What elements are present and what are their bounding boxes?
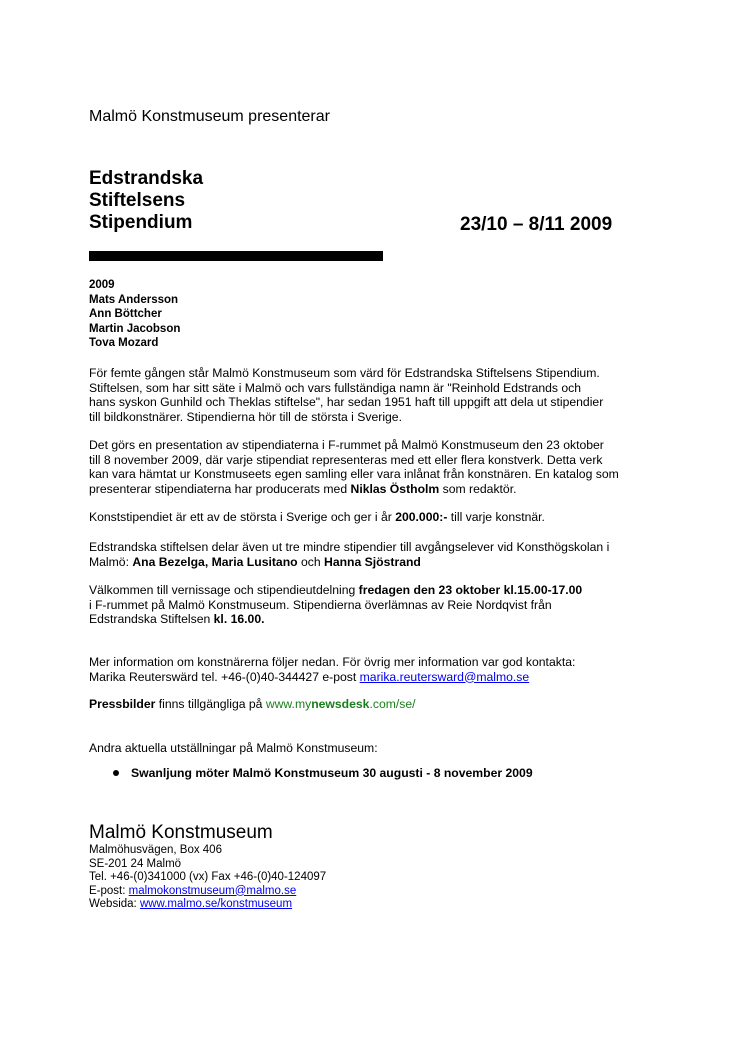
text-line xyxy=(89,555,669,570)
press-images-label: Pressbilder xyxy=(89,697,156,711)
paragraph-amount xyxy=(89,510,669,525)
title-divider-bar xyxy=(89,251,383,261)
url-part: .com/se/ xyxy=(369,697,416,711)
phone-line: Tel. +46-(0)341000 (vx) Fax +46-(0)40-124097 xyxy=(89,871,327,883)
email-line xyxy=(89,885,326,899)
text-line: För femte gången står Malmö Konstmuseum som värd för Edstrandska Stiftelsens Stipendium. xyxy=(89,366,600,380)
text-line: hans syskon Gunhild och Theklas stiftelse", har sedan 1951 haft till uppgift att dela ut stipendier xyxy=(89,395,604,409)
text-line xyxy=(89,482,669,497)
text-span: till varje konstnär. xyxy=(447,510,545,524)
text-span: Konststipendiet är ett av de största i Sverige och ger i år xyxy=(89,510,396,524)
paragraph-contact xyxy=(89,655,669,684)
recipients-year: 2009 xyxy=(89,279,115,291)
paragraph-vernissage xyxy=(89,583,669,627)
editor-name: Niklas Östholm xyxy=(350,481,440,496)
title-line: Edstrandska xyxy=(89,168,204,189)
paragraph-presentation xyxy=(89,438,669,496)
web-line xyxy=(89,898,326,912)
stipend-amount: 200.000:- xyxy=(395,510,448,524)
exhibition-list-item xyxy=(113,766,533,780)
newsdesk-link[interactable] xyxy=(266,697,416,711)
text-span: Edstrandska Stiftelsen xyxy=(89,612,214,626)
text-span: som redaktör. xyxy=(439,481,517,496)
paragraph-other-exhibitions: Andra aktuella utställningar på Malmö Konstmuseum: xyxy=(89,741,378,755)
text-line: Edstrandska stiftelsen delar även ut tre mindre stipendier till avgångselever vid Konsthögskolan i xyxy=(89,540,610,554)
footer-contact xyxy=(89,844,326,912)
text-line xyxy=(89,697,669,712)
museum-website-link[interactable]: www.malmo.se/konstmuseum xyxy=(139,898,293,910)
text-line: Mer information om konstnärerna följer nedan. För övrig mer information var god kontakta: xyxy=(89,655,576,669)
text-line: till 8 november 2009, där varje stipendiat representeras med ett eller flera konstverk. Detta verk xyxy=(89,452,603,467)
recipient-name: Mats Andersson xyxy=(89,293,179,306)
text-span: Malmö: xyxy=(89,554,133,569)
recipient-name: Tova Mozard xyxy=(89,337,159,349)
exhibition-dates: 23/10 – 8/11 2009 xyxy=(460,214,613,235)
address-line: Malmöhusvägen, Box 406 xyxy=(89,844,222,856)
footer-museum-name: Malmö Konstmuseum xyxy=(89,822,273,843)
student-name: Hanna Sjöstrand xyxy=(324,554,421,569)
paragraph-intro xyxy=(89,366,669,424)
student-names: Ana Bezelga, Maria Lusitano xyxy=(132,554,298,569)
text-line: i F-rummet på Malmö Konstmuseum. Stipendierna överlämnas av Reie Nordqvist från xyxy=(89,597,552,612)
text-line: Stiftelsen, som har sitt säte i Malmö och vars fullständiga namn är "Reinhold Edstrands och xyxy=(89,380,582,395)
contact-email-link[interactable]: marika.reutersward@malmo.se xyxy=(359,669,530,684)
text-span: Marika Reuterswärd tel. +46-(0)40-344427 e-post xyxy=(89,669,360,684)
vernissage-time: fredagen den 23 oktober kl.15.00-17.00 xyxy=(358,583,583,597)
title-line: Stipendium xyxy=(89,212,193,233)
text-span: och xyxy=(297,554,325,569)
text-line: Det görs en presentation av stipendiaterna i F-rummet på Malmö Konstmuseum den 23 oktober xyxy=(89,438,604,452)
exhibition-title: Swanljung möter Malmö Konstmuseum 30 augusti - 8 november 2009 xyxy=(131,766,533,780)
text-line: kan vara hämtat ur Konstmuseets egen samling eller vara inlånat från konstnären. En katalog som xyxy=(89,467,619,481)
url-part: www.my xyxy=(265,697,312,711)
text-line xyxy=(89,670,669,685)
text-span: presenterar stipendiaterna har producerats med xyxy=(89,481,351,496)
text-line: till bildkonstnärer. Stipendierna hör till de största i Sverige. xyxy=(89,409,402,424)
text-span: finns tillgängliga på xyxy=(155,697,266,711)
museum-email-link[interactable]: malmokonstmuseum@malmo.se xyxy=(128,884,297,897)
text-span: Välkommen till vernissage och stipendieutdelning xyxy=(89,583,359,597)
text-line xyxy=(89,510,669,525)
paragraph-press-images xyxy=(89,697,669,712)
document-title xyxy=(89,168,203,234)
bullet-icon xyxy=(113,770,119,776)
text-line xyxy=(89,583,669,598)
intro-text: Malmö Konstmuseum presenterar xyxy=(89,108,330,125)
email-label: E-post: xyxy=(89,884,129,897)
recipient-name: Martin Jacobson xyxy=(89,322,181,335)
recipient-name: Ann Böttcher xyxy=(89,308,162,320)
ceremony-time: kl. 16.00. xyxy=(213,612,265,626)
title-line: Stiftelsens xyxy=(89,190,186,211)
paragraph-minor-stipends xyxy=(89,540,669,569)
address-line: SE-201 24 Malmö xyxy=(89,857,182,870)
text-line xyxy=(89,612,669,627)
web-label: Websida: xyxy=(89,898,140,910)
recipients-list xyxy=(89,278,180,351)
url-part: newsdesk xyxy=(311,697,370,711)
